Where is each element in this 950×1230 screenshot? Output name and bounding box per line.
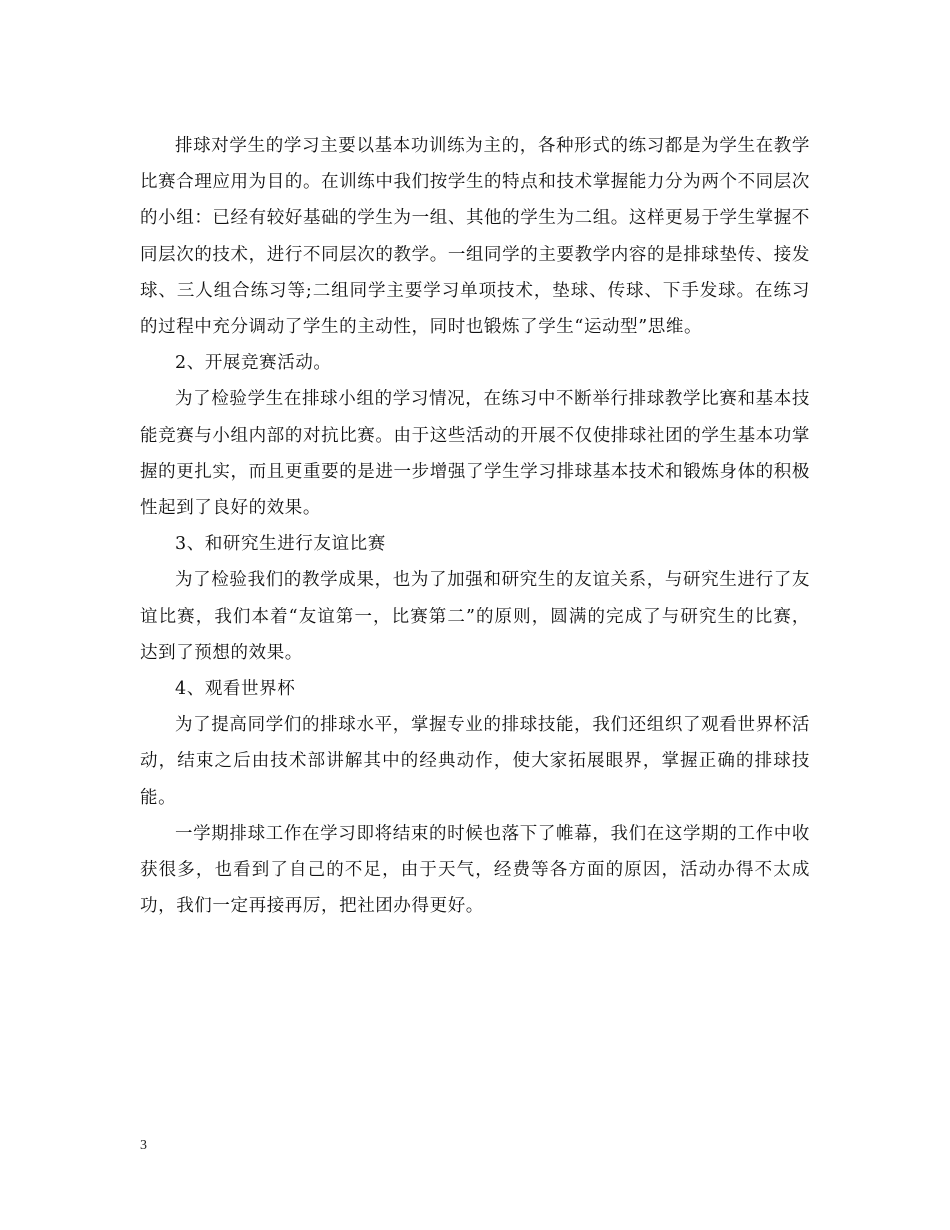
heading-friendly-match: 3、和研究生进行友谊比赛 (175, 534, 386, 555)
heading-competition: 2、开展竞赛活动。 (175, 353, 332, 374)
paragraph-training: 排球对学生的学习主要以基本功训练为主的，各种形式的练习都是为学生在教学比赛合理应用为目的。在训练中我们按学生的特点和技术掌握能力分为两个不同层次的小组：已经有较好基础的学生为一组、其他的学生为二组。这样更易于学生掌握不同层次的技术，进行不同层次的教学。一组同学的主要教学内容的是排球垫传、接发球、三人组合练习等;二组同学主要学习单项技术，垫球、传球、下手发球。在练习的过程中充分调动了学生的主动性，同时也锻炼了学生“运动型”思维。 (140, 136, 810, 338)
paragraph-friendly-match: 为了检验我们的教学成果，也为了加强和研究生的友谊关系，与研究生进行了友谊比赛，我们本着“友谊第一，比赛第二”的原则，圆满的完成了与研究生的比赛，达到了预想的效果。 (140, 570, 810, 663)
document-body (140, 128, 810, 924)
paragraph-world-cup: 为了提高同学们的排球水平，掌握专业的排球技能，我们还组织了观看世界杯活动，结束之后由技术部讲解其中的经典动作，使大家拓展眼界，掌握正确的排球技能。 (140, 715, 810, 808)
paragraph-competition: 为了检验学生在排球小组的学习情况，在练习中不断举行排球教学比赛和基本技能竞赛与小组内部的对抗比赛。由于这些活动的开展不仅使排球社团的学生基本功掌握的更扎实，而且更重要的是进一步增强了学生学习排球基本技术和锻炼身体的积极性起到了良好的效果。 (140, 389, 810, 519)
heading-world-cup: 4、观看世界杯 (175, 679, 296, 700)
page-number: 3 (140, 1138, 147, 1153)
paragraph-conclusion: 一学期排球工作在学习即将结束的时候也落下了帷幕，我们在这学期的工作中收获很多，也看到了自己的不足，由于天气，经费等各方面的原因，活动办得不太成功，我们一定再接再厉，把社团办得更好。 (140, 823, 810, 917)
